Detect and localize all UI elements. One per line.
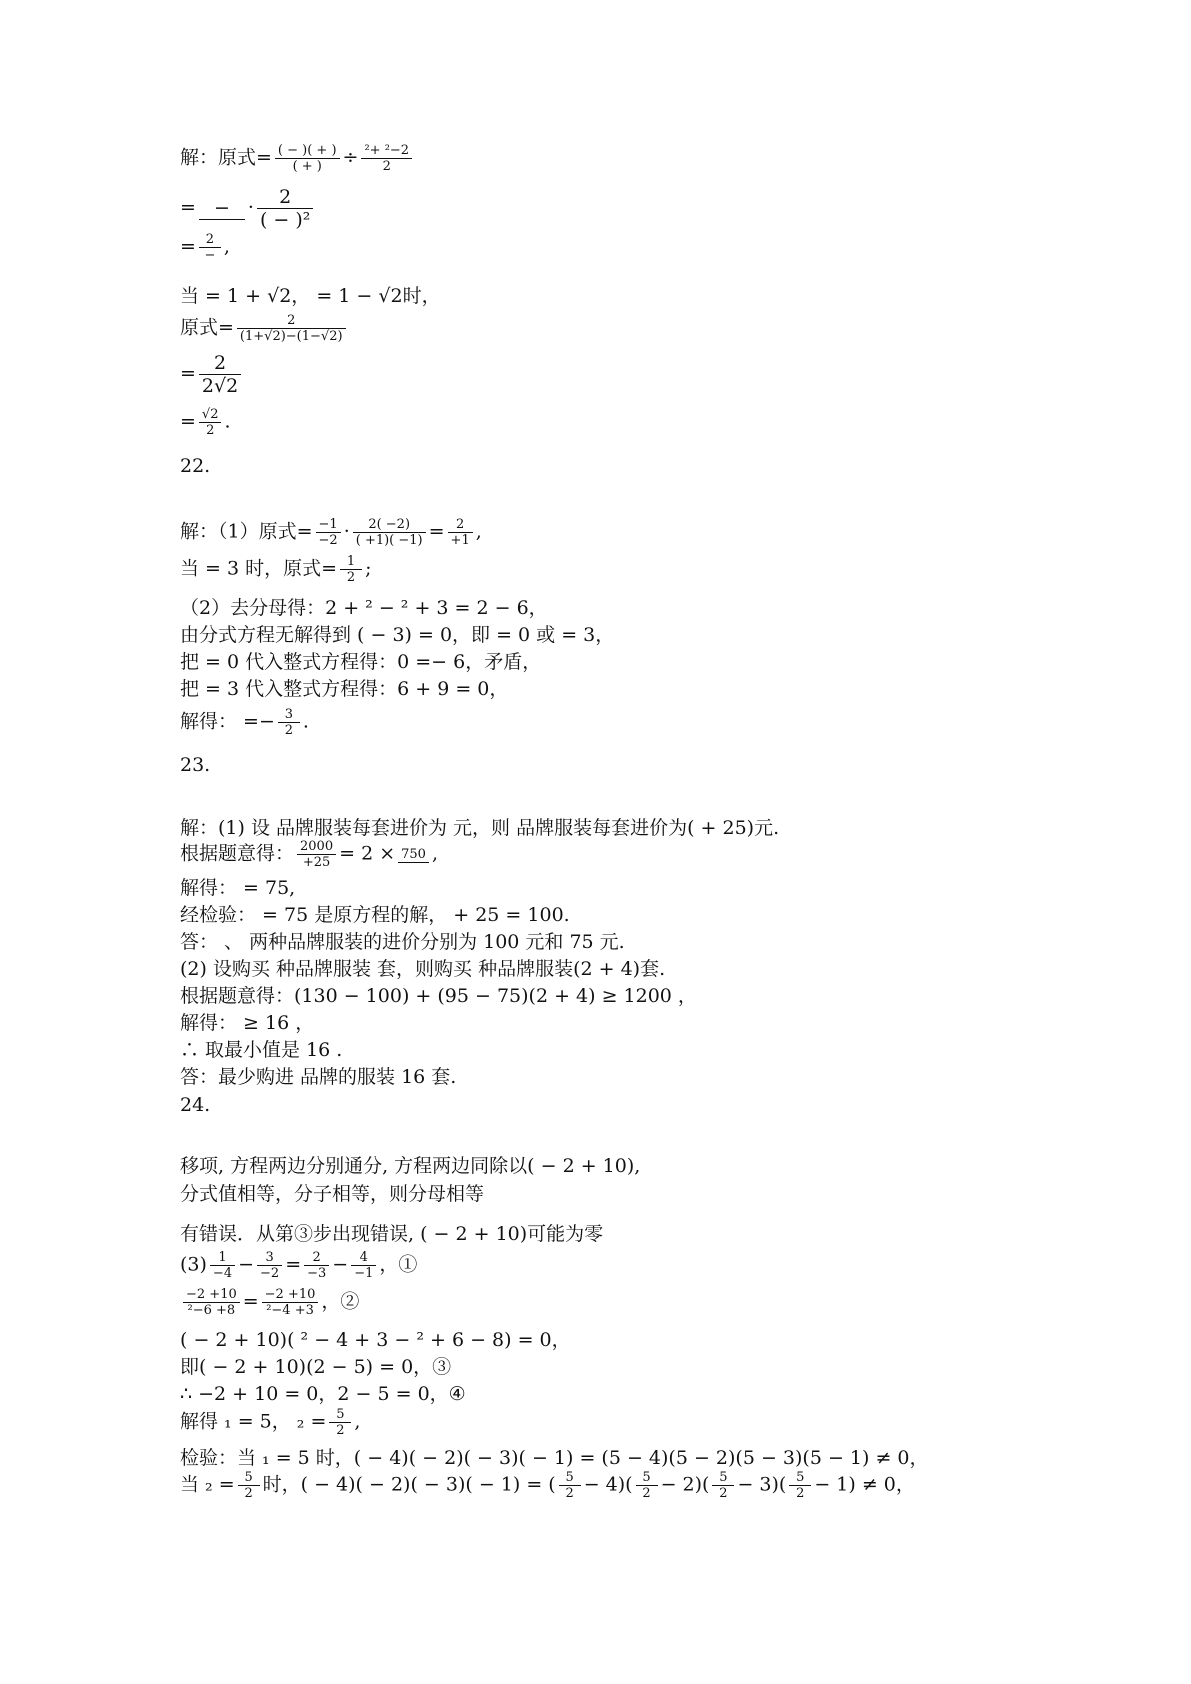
q23-line-9: ∴ 取最小值是 16 .	[180, 1039, 343, 1061]
fraction: $\frac{5}{2}$	[559, 1470, 581, 1501]
q21-line-1: 解：原式= $\frac{( - )( + )}{( + )}$ ÷ $\frac{\text{²+ ²−2}}{2}$	[180, 143, 415, 174]
q21-line-7: = $\frac{√2}{2}$ .	[180, 407, 231, 438]
q21-line-4: 当 = 1 + √2， = 1 − √2时，	[180, 285, 441, 307]
q23-line-4: 经检验： = 75 是原方程的解， + 25 = 100.	[180, 904, 570, 926]
fraction: $\frac{5}{2}$	[712, 1470, 734, 1501]
fraction: $\frac{-2 +10}{\text{²−4 +3}}$	[262, 1287, 319, 1318]
fraction: $\frac{5}{2}$	[238, 1470, 260, 1501]
fraction: $\frac{4}{-1}$	[351, 1250, 376, 1281]
fraction: $\frac{5}{2}$	[329, 1407, 351, 1438]
q24-line-1: 移项, 方程两边分别通分, 方程两边同除以( − 2 + 10),	[180, 1155, 641, 1177]
q24-line-8: ∴ −2 + 10 = 0，2 − 5 = 0，④	[180, 1383, 466, 1405]
text: 解：原式=	[180, 146, 272, 169]
fraction: $\frac{( - )( + )}{( + )}$	[275, 143, 340, 174]
q22-line-3: （2）去分母得：2 + ² − ² + 3 = 2 − 6，	[180, 597, 548, 619]
fraction: $\frac{5}{2}$	[636, 1470, 658, 1501]
fraction: $\frac{2}{-}$	[199, 232, 221, 263]
q21-line-3: = $\frac{2}{-}$ ,	[180, 232, 230, 263]
q21-line-6: = $\frac{2}{2√2}$	[180, 352, 244, 397]
q22-line-4: 由分式方程无解得到 ( − 3) = 0，即 = 0 或 = 3，	[180, 624, 615, 646]
question-number-23: 23.	[180, 754, 211, 776]
fraction: $\frac{2}{\text{( − )²}}$	[257, 186, 313, 231]
question-number-22: 22.	[180, 455, 211, 477]
q23-line-6: (2) 设购买 种品牌服装 套，则购买 种品牌服装(2 + 4)套.	[180, 958, 666, 980]
q22-line-6: 把 = 3 代入整式方程得：6 + 9 = 0，	[180, 678, 509, 700]
question-number-24: 24.	[180, 1094, 211, 1116]
q23-line-10: 答：最少购进 品牌的服装 16 套.	[180, 1066, 457, 1088]
q24-line-4: (3) $\frac{1}{-4}$ − $\frac{3}{-2}$ = $\frac{2}{-3}$ − $\frac{4}{-1}$ ，①	[180, 1250, 418, 1281]
q22-line-5: 把 = 0 代入整式方程得：0 =− 6，矛盾，	[180, 651, 542, 673]
fraction: $\frac{-2 +10}{\text{²−6 +8}}$	[183, 1287, 240, 1318]
q23-line-8: 解得： ≥ 16 ，	[180, 1012, 315, 1034]
q24-line-11: 当 ₂ = $\frac{5}{2}$ 时，( − 4)( − 2)( − 3)( − 1) = ( $\frac{5}{2}$ − 4)( $\frac{5}{2}$ − 2)( $\frac{5}{2}$ − 3)( $\frac{5}{2}$ − 1) ≠ 0，	[180, 1470, 915, 1501]
fraction: $\frac{3}{2}$	[278, 707, 300, 738]
fraction: $\frac{3}{-2}$	[257, 1250, 282, 1281]
q21-line-5: 原式= $\frac{2}{(1+√2)-(1-√2)}$	[180, 313, 349, 344]
fraction: $\frac{\text{²+ ²−2}}{2}$	[361, 143, 412, 174]
fraction: $\frac{√2}{2}$	[199, 407, 222, 438]
q23-line-2: 根据题意得： $\frac{2000}{+25}$ = 2 × 750 ,	[180, 839, 438, 870]
q24-line-9: 解得 ₁ = 5， ₂ = $\frac{5}{2}$ ,	[180, 1407, 361, 1438]
q24-line-10: 检验：当 ₁ = 5 时，( − 4)( − 2)( − 3)( − 1) = (5 − 4)(5 − 2)(5 − 3)(5 − 1) ≠ 0，	[180, 1447, 929, 1469]
q23-line-3: 解得： = 75,	[180, 877, 296, 899]
q21-line-2: = − · $\frac{2}{\text{( − )²}}$	[180, 186, 316, 231]
q22-line-7: 解得： =− $\frac{3}{2}$ .	[180, 707, 309, 738]
fraction: $\frac{2000}{+25}$	[297, 839, 336, 870]
fraction: $\frac{2( -2)}{( +1)( -1)}$	[353, 517, 426, 548]
fraction: $\frac{2}{2√2}$	[199, 352, 241, 397]
fraction: $\frac{2}{+1}$	[448, 517, 473, 548]
fraction: $\frac{-1}{-2}$	[316, 517, 341, 548]
q22-line-1: 解：（1）原式= $\frac{-1}{-2}$ · $\frac{2( -2)}{( +1)( -1)}$ = $\frac{2}{+1}$ ,	[180, 517, 482, 548]
fraction: $\frac{2}{-3}$	[304, 1250, 329, 1281]
fraction: $\frac{1}{-4}$	[210, 1250, 235, 1281]
q23-line-7: 根据题意得：(130 − 100) + (95 − 75)(2 + 4) ≥ 1200 ，	[180, 985, 697, 1007]
fraction: $\frac{1}{2}$	[340, 554, 362, 585]
fraction: 750	[398, 847, 429, 863]
fraction: −	[199, 197, 245, 220]
fraction: $\frac{5}{2}$	[789, 1470, 811, 1501]
fraction: $\frac{2}{(1+√2)-(1-√2)}$	[237, 313, 346, 344]
q24-line-3: 有错误．从第③步出现错误, ( − 2 + 10)可能为零	[180, 1223, 604, 1245]
q24-line-5: $\frac{-2 +10}{\text{²−6 +8}}$ = $\frac{-2 +10}{\text{²−4 +3}}$ ，②	[180, 1287, 359, 1318]
q24-line-6: ( − 2 + 10)( ² − 4 + 3 − ² + 6 − 8) = 0，	[180, 1329, 571, 1351]
q24-line-2: 分式值相等，分子相等，则分母相等	[180, 1183, 485, 1205]
q23-line-5: 答： 、 两种品牌服装的进价分别为 100 元和 75 元.	[180, 931, 625, 953]
q24-line-7: 即( − 2 + 10)(2 − 5) = 0，③	[180, 1356, 452, 1378]
q22-line-2: 当 = 3 时，原式= $\frac{1}{2}$ ;	[180, 554, 372, 585]
q23-line-1: 解：(1) 设 品牌服装每套进价为 元，则 品牌服装每套进价为( + 25)元.	[180, 817, 780, 839]
